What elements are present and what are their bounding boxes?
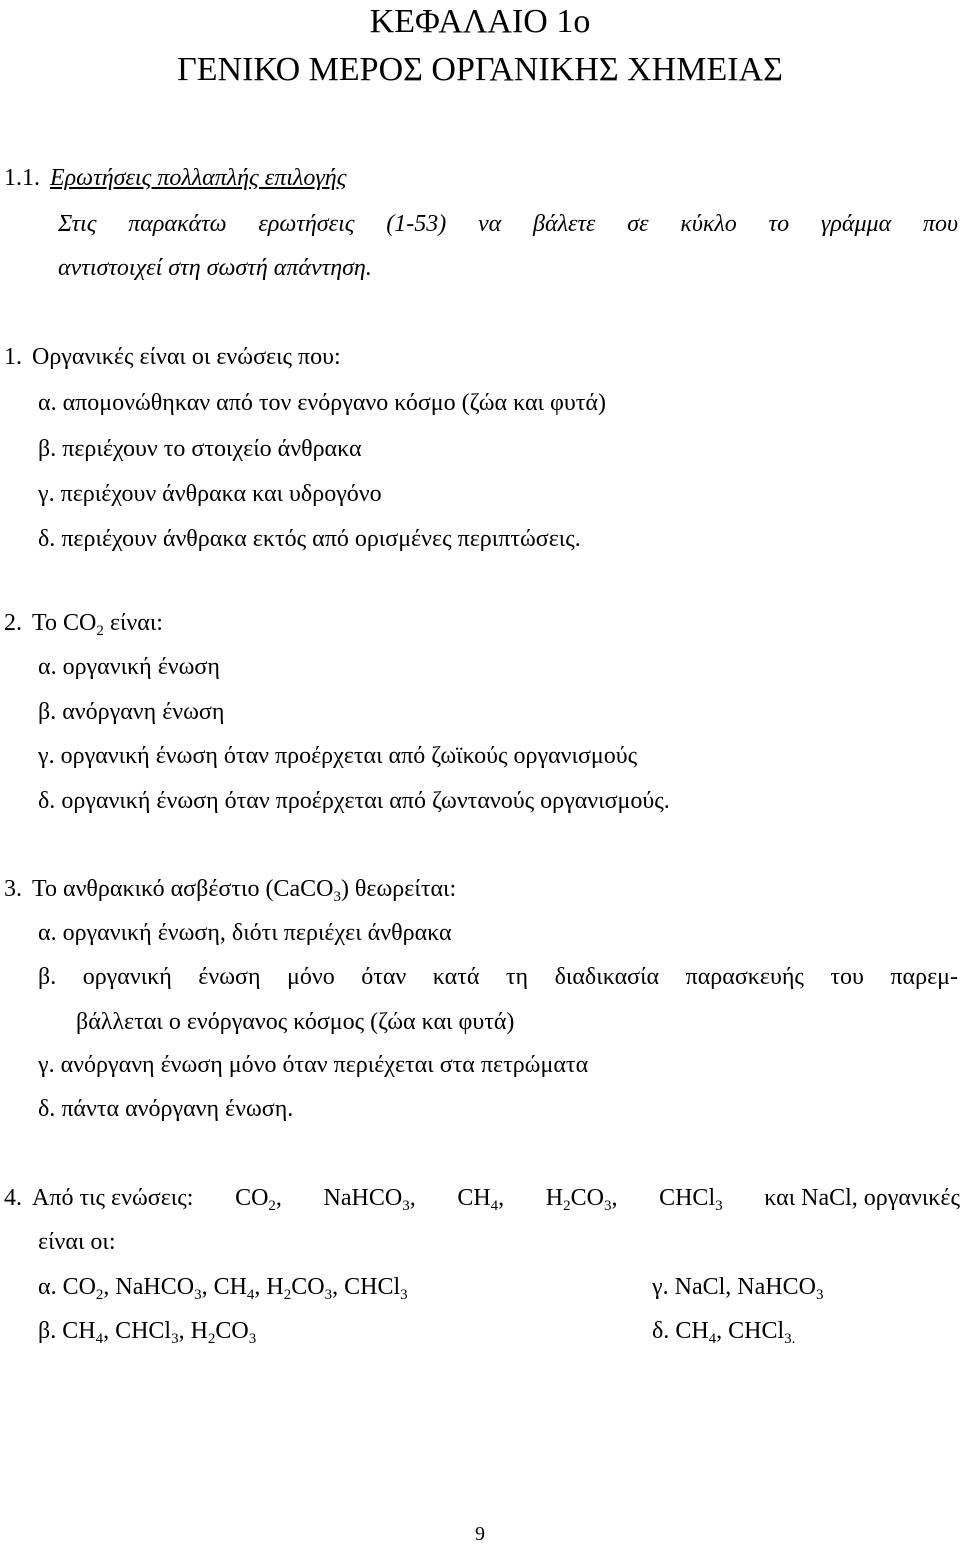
chapter-subtitle: ΓΕΝΙΚΟ ΜΕΡΟΣ ΟΡΓΑΝΙΚΗΣ ΧΗΜΕΙΑΣ <box>177 51 783 88</box>
chapter-title: ΚΕΦΑΛΑΙΟ 1ο <box>369 3 591 40</box>
question-1-stem: 1. Οργανικές είναι οι ενώσεις που: <box>4 344 341 370</box>
q4-option-a: α. $CO_2$, NaHCO$_3$, $CH_4$, $H_2CO_3$, CHCl$_3$ <box>38 1274 408 1303</box>
instructions-cont: αντιστοιχεί στη σωστή απάντηση. <box>58 255 372 281</box>
q3-option-a: α. οργανική ένωση, διότι περιέχει άνθρακα <box>38 920 452 946</box>
q3-option-c: γ. ανόργανη ένωση μόνο όταν περιέχεται στα πετρώματα <box>38 1052 589 1078</box>
section-title: Ερωτήσεις πολλαπλής επιλογής <box>50 165 347 191</box>
question-4-stem-cont: είναι οι: <box>38 1229 116 1255</box>
q4-stem-formula: CHCl$_3$ <box>659 1185 723 1214</box>
q1-option-c: γ. περιέχουν άνθρακα και υδρογόνο <box>38 481 382 507</box>
q3-option-b-cont: βάλλεται ο ενόργανος κόσμος (ζώα και φυτά) <box>76 1009 515 1035</box>
q4-option-c: γ. NaCl, NaHCO$_3$ <box>652 1274 824 1303</box>
section-number: 1.1. <box>4 165 40 191</box>
q4-option-b: β. $CH_4$, CHCl$_3$, $H_2CO_3$ <box>38 1318 257 1347</box>
instructions: Στις παρακάτω ερωτήσεις (1-53) να βάλετε σε κύκλο το γράμμα που <box>58 211 958 237</box>
q1-option-b: β. περιέχουν το στοιχείο άνθρακα <box>38 436 362 462</box>
q2-option-b: β. ανόργανη ένωση <box>38 699 225 725</box>
question-4-stem: 4. Από τις ενώσεις: $CO_2$, NaHCO$_3$, $CH_4$, $H_2CO_3$, CHCl$_3$ και NaCl, οργανικές <box>4 1185 960 1214</box>
q1-option-d: δ. περιέχουν άνθρακα εκτός από ορισμένες περιπτώσεις. <box>38 526 581 552</box>
q1-option-a: α. απομονώθηκαν από τον ενόργανο κόσμο (ζώα και φυτά) <box>38 390 606 416</box>
q4-stem-formula: $CO_2$, <box>235 1185 282 1214</box>
q4-option-d: δ. $CH_4$, CHCl$_{3.}$ <box>652 1318 796 1347</box>
q4-stem-formula: NaHCO$_3$, <box>323 1185 416 1214</box>
page-number: 9 <box>475 1523 485 1545</box>
q4-stem-formula: $H_2CO_3$, <box>545 1185 618 1214</box>
q3-option-b: β. οργανική ένωση μόνο όταν κατά τη διαδικασία παρασκευής του παρεμ- <box>38 964 958 990</box>
question-3-stem: 3. Το ανθρακικό ασβέστιο (CaCO$_3$) θεωρείται: <box>4 876 457 905</box>
q2-option-d: δ. οργανική ένωση όταν προέρχεται από ζωντανούς οργανισμούς. <box>38 788 670 814</box>
q3-option-d: δ. πάντα ανόργανη ένωση. <box>38 1096 294 1122</box>
q4-stem-formula: $CH_4$, <box>457 1185 505 1214</box>
q2-option-a: α. οργανική ένωση <box>38 654 220 680</box>
q2-option-c: γ. οργανική ένωση όταν προέρχεται από ζωϊκούς οργανισμούς <box>38 743 638 769</box>
section-heading <box>4 163 346 193</box>
q4-stem-text: Από τις ενώσεις: $CO_2$, NaHCO$_3$, $CH_4$, $H_2CO_3$, CHCl$_3$ και NaCl, οργανικές <box>32 1185 960 1214</box>
question-2-stem: 2. Το $CO_2$ είναι: <box>4 610 163 639</box>
